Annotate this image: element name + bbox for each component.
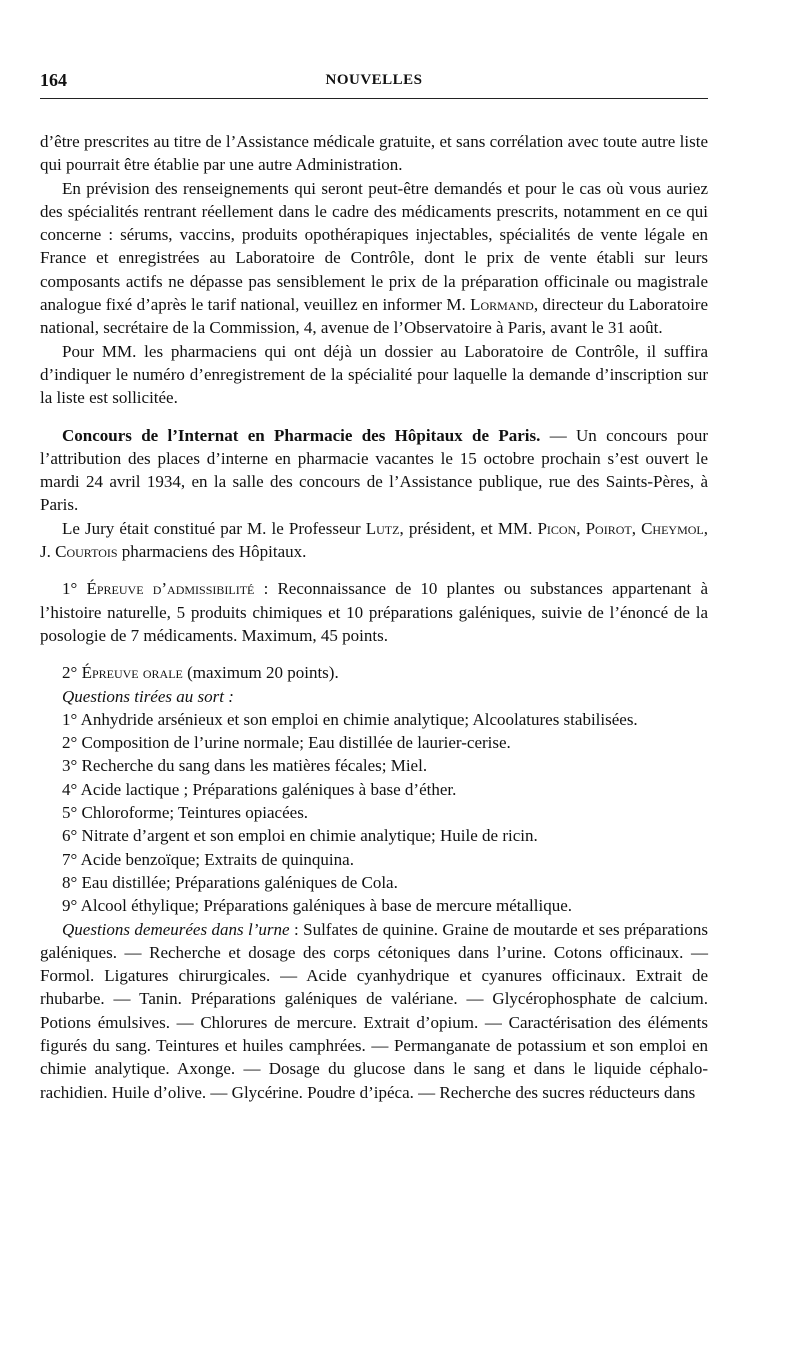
paragraph-epreuve-admissibilite: [40, 577, 708, 647]
prevision-text-a: En prévision des renseignements qui seront peut-être demandés et pour le cas où vous auriez des spécialités rentrant réellement dans le cadre des médicaments prescrits, notamment en ce qui concerne : sérums, vaccins, produits opothérapiques injectables, spécialités de vente légale en France et enregistrées au Laboratoire de Contrôle, dont le prix de vente établi sur leurs composants actifs ne dépasse pas sensiblement le prix de la préparation officinale ou magistrale analogue fixé d’après le tarif national, veuillez en informer M.: [40, 178, 708, 315]
epreuve1-title: Épreuve d’admissibilité: [86, 579, 255, 599]
name-courtois: Courtois: [55, 542, 118, 562]
epreuve2-number: 2°: [62, 663, 78, 683]
paragraph-epreuve-orale: [40, 661, 708, 684]
jury-text-a: Le Jury était constitué par M. le Professeur: [62, 518, 366, 538]
running-title: NOUVELLES: [325, 72, 423, 88]
jury-text-c: ,: [576, 518, 586, 538]
question-item: 1° Anhydride arsénieux et son emploi en chimie analytique; Alcoolatures stabilisées.: [62, 709, 638, 729]
paragraph-continuation: d’être prescrites au titre de l’Assistance médicale gratuite, et sans corrélation avec toute autre liste qui pourrait être établie par une autre Administration.: [40, 132, 708, 175]
body-text: [40, 130, 708, 1104]
question-item: 8° Eau distillée; Préparations galéniques de Cola.: [62, 872, 398, 892]
jury-text-e: , J.: [40, 518, 708, 562]
concours-text: — Un concours pour l’attribution des places d’interne en pharmacie vacantes le 15 octobre prochain s’est ouvert le mardi 24 avril 1934, en la salle des concours de l’Assistance publique, rue des Saints-Pères, à Paris.: [40, 425, 708, 515]
paragraph-remaining-questions: [40, 918, 708, 1104]
epreuve2-title: Épreuve orale: [81, 663, 183, 683]
jury-text-d: ,: [631, 518, 642, 538]
paragraph-pharmaciens: Pour MM. les pharmaciens qui ont déjà un dossier au Laboratoire de Contrôle, il suffira d’indiquer le numéro d’enregistrement de la spécialité pour laquelle la demande d’inscription sur la liste est sollicitée.: [40, 341, 708, 408]
questions-label-text: Questions tirées au sort :: [62, 686, 234, 706]
paragraph-jury: [40, 517, 708, 564]
paragraph-concours: [40, 424, 708, 517]
question-item: 4° Acide lactique ; Préparations galéniques à base d’éther.: [62, 779, 457, 799]
remaining-text: : Sulfates de quinine. Graine de moutarde et ses préparations galéniques. — Recherche et dosage des corps cétoniques dans l’urine. Cotons officinaux. — Formol. Ligatures chirurgicales. — Acide cyanhydrique et cyanures officinaux. Extrait de rhubarbe. — Tanin. Préparations galéniques de valériane. — Glycérophosphate de calcium. Potions émulsives. — Chlorures de mercure. Extrait d’opium. — Caractérisation des éléments figurés du sang. Teintures et huiles camphrées. — Permanganate de potassium et son emploi en chimie analytique. Axonge. — Dosage du glucose dans le sang et dans le liquide céphalo-rachidien. Huile d’olive. — Glycérine. Poudre d’ipéca. — Recherche des sucres réducteurs dans: [40, 919, 708, 1102]
name-poirot: Poirot: [585, 518, 632, 538]
question-item: 9° Alcool éthylique; Préparations galéniques à base de mercure métallique.: [62, 896, 573, 916]
jury-text-b: , président, et MM.: [399, 518, 538, 538]
name-lutz: Lutz: [365, 518, 400, 538]
page: [40, 70, 708, 1104]
question-item: 3° Recherche du sang dans les matières fécales; Miel.: [62, 756, 428, 776]
questions-label: [40, 685, 708, 708]
question-item: 2° Composition de l’urine normale; Eau distillée de laurier-cerise.: [62, 733, 511, 753]
question-item: 6° Nitrate d’argent et son emploi en chimie analytique; Huile de ricin.: [62, 826, 538, 846]
page-number: 164: [40, 70, 67, 90]
question-item: 5° Chloroforme; Teintures opiacées.: [62, 803, 309, 823]
concours-title: Concours de l’Internat en Pharmacie des Hôpitaux de Paris.: [62, 425, 541, 445]
page-header: [40, 70, 708, 100]
epreuve1-text: : Reconnaissance de 10 plantes ou substances appartenant à l’histoire naturelle, 5 produits chimiques et 10 préparations galéniques, suivie de l’énoncé de la posologie de 7 médicaments. Maximum, 45 points.: [40, 579, 709, 645]
remaining-label: Questions demeurées dans l’urne: [62, 919, 290, 939]
jury-text-f: pharmaciens des Hôpitaux.: [117, 542, 307, 562]
header-rule: [40, 98, 708, 99]
epreuve1-number: 1°: [62, 579, 78, 599]
prevision-text-b: , directeur du Laboratoire national, secrétaire de la Commission, 4, avenue de l’Observatoire à Paris, avant le 31 août.: [40, 295, 709, 338]
name-lormand: Lormand: [470, 295, 534, 315]
name-cheymol: Cheymol: [641, 518, 704, 538]
name-picon: Picon: [537, 518, 577, 538]
epreuve2-text: (maximum 20 points).: [182, 663, 339, 683]
paragraph-prevision: [40, 177, 708, 340]
question-item: 7° Acide benzoïque; Extraits de quinquina.: [62, 849, 354, 869]
